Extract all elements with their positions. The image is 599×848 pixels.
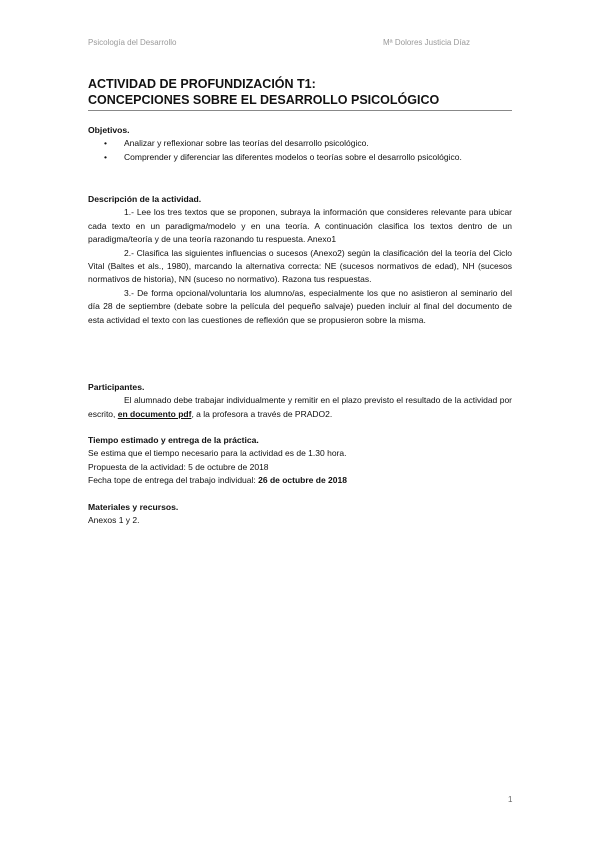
- header-author-name: Mª Dolores Justicia Díaz: [383, 38, 470, 47]
- descripcion-heading: Descripción de la actividad.: [88, 194, 202, 204]
- document-title: [88, 76, 512, 111]
- bullet-icon: •: [104, 151, 107, 162]
- tiempo-line-3: [88, 474, 512, 487]
- descripcion-paragraph-2: 2.- Clasifica las siguientes influencias o sucesos (Anexo2) según la clasificación del la teoría del Ciclo Vital (Baltes et als., 1980), marcando la alternativa correcta: NE (sucesos normativos de edad), NH (sucesos normativos de historia), NN (suceso no normativo). Razona tus respuestas.: [88, 247, 512, 285]
- participantes-section: [88, 381, 512, 421]
- page-number: 1: [508, 795, 513, 804]
- title-line-1: ACTIVIDAD DE PROFUNDIZACIÓN T1:: [88, 77, 316, 91]
- tiempo-heading: Tiempo estimado y entrega de la práctica.: [88, 435, 259, 445]
- objetivos-section: [88, 124, 512, 164]
- header-course-name: Psicología del Desarrollo: [88, 38, 177, 47]
- participantes-text: El alumnado debe trabajar individualmente y remitir en el plazo previsto el resultado de la actividad por escrito,: [88, 395, 512, 419]
- descripcion-section: [88, 193, 512, 327]
- objetivo-item: [88, 151, 512, 164]
- deadline-label: Fecha tope de entrega del trabajo individual:: [88, 475, 259, 486]
- tiempo-section: [88, 434, 512, 488]
- tiempo-line-1: Se estima que el tiempo necesario para la actividad es de 1.30 hora.: [88, 448, 347, 459]
- objetivos-heading: Objetivos.: [88, 125, 130, 135]
- participantes-text-end: , a la profesora a través de PRADO2.: [191, 408, 333, 419]
- participantes-heading: Participantes.: [88, 382, 145, 392]
- title-line-2: CONCEPCIONES SOBRE EL DESARROLLO PSICOLÓGICO: [88, 93, 440, 107]
- participantes-paragraph: [88, 394, 512, 421]
- objetivo-item: [88, 137, 512, 150]
- pdf-emphasis: en documento pdf: [117, 408, 192, 419]
- tiempo-line-2: Propuesta de la actividad: 5 de octubre de 2018: [88, 461, 269, 472]
- objetivo-text: Comprender y diferenciar las diferentes modelos o teorías sobre el desarrollo psicológico.: [124, 151, 462, 162]
- materiales-heading: Materiales y recursos.: [88, 502, 179, 512]
- descripcion-paragraph-3: 3.- De forma opcional/voluntaria los alumno/as, especialmente los que no asistieron al seminario del día 28 de septiembre (debate sobre la película del pequeño salvaje) pueden incluir al final del documento de esta actividad el texto con las cuestiones de reflexión que se propusieron sobre la misma.: [88, 287, 512, 325]
- materiales-text: Anexos 1 y 2.: [88, 515, 140, 526]
- deadline-date: 26 de octubre de 2018: [258, 475, 347, 486]
- objetivo-text: Analizar y reflexionar sobre las teorías del desarrollo psicológico.: [124, 138, 369, 149]
- descripcion-paragraph-1: 1.- Lee los tres textos que se proponen, subraya la información que consideres relevante para ubicar cada texto en un paradigma/modelo y en una teoría. A continuación clasifica los textos dentro de un paradigma/teoría y de una teoría razonando tu respuesta. Anexo1: [88, 207, 512, 245]
- bullet-icon: •: [104, 138, 107, 149]
- materiales-section: [88, 501, 512, 528]
